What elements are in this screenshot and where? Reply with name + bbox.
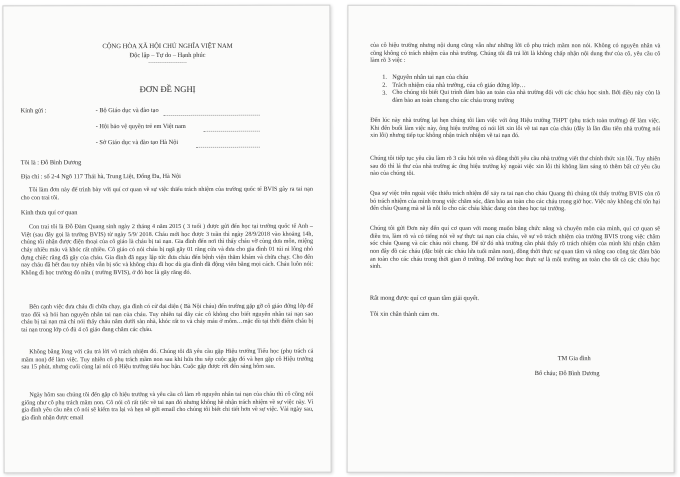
request-item-number: 2.: [382, 81, 388, 89]
closing-thanks: Tôi xin chân thành cảm ơn.: [369, 310, 439, 318]
header-divider: ---------------------: [148, 59, 187, 67]
paragraph-next-day: Ngày hôm sau chúng tôi đến gặp cô hiệu trưởng và yêu cầu cô làm rõ nguyên nhân tai nạn của cháu thì cô cũng nói giống như cô phụ trách mầm non. Cô nói cô rất tiếc về tai nạn đó nhưng không hề nhận trách nhiệm về sự việc này. Vì gia đình yêu cầu nên cô nói sẽ kiểm tra lại và hẹn sẽ gửi email cho chúng tôi biết chi tiết hơn về sự việc. Vài ngày sau, gia đình nhận được email: [21, 391, 314, 422]
closing-hope: Rất mong được quí cơ quan tâm giải quyết.: [369, 294, 480, 302]
document-page-right: [347, 5, 676, 474]
paragraph-official-letter: Chúng tôi tiếp tục yêu cầu làm rõ 3 câu hỏi trên và đồng thời yêu cầu nhà trường viết thư chính thức xin lỗi. Tuy nhiên sau đó thì lá thư của nhà trường ác ứng hiệu trưởng ký ngoài việc xin lỗi thì không làm sáng tỏ thêm bất cứ yêu cầu nào của chúng tôi.: [370, 155, 661, 178]
recipient-3-dotted-line: [196, 147, 260, 148]
national-motto: Độc lập – Tự do – Hạnh phúc: [129, 51, 206, 60]
paragraph-request: Chúng tôi gửi Đơn này đến quí cơ quan với mong muốn bằng chức năng và chuyên môn của mình, quí cơ quan sẽ điều tra, làm rõ và có tiếng nói về sự thực tai nạn của cháu, về sự vô trách nhiệm của trường BVIS trong việc chăm sóc cháu Quang và các cháu nói chung. Để từ đó nhà trường cần phải thấy rõ trách nhiệm của mình khi nhận chăm non đây đồ các cháu (đặc biệt các cháu lứa tuổi mầm non), đồng thời thực sự quan tâm và nâng cao công tác đảm bảo an toàn cho các cháu trong thời gian ở trường. Để trường học thực sự là môi trường an toàn cho tất cả các cháu học sinh.: [369, 225, 661, 271]
document-page-left: [2, 5, 331, 474]
sender-address: Địa chỉ : số 2-4 Ngõ 117 Thái hà, Trung Liệt, Đống Đa, Hà Nội: [20, 172, 181, 181]
recipient-1: - Bộ Giáo dục và đào tạo: [95, 107, 159, 115]
signature-on-behalf: TM Gia đình: [557, 355, 591, 363]
paragraph-principal-meeting: Không bằng lòng với câu trả lời vô trách nhiệm đó. Chúng tôi đã yêu cầu gặp Hiệu trưởng Tiểu học (phụ trách cả mầm non) để làm việc. Tuy nhiên cô phụ trách mầm non sau khi hứa thu xếp cuộc gặp đó và hẹn gặp cô Hiệu trưởng sau 15 phút, nhưng cuối cùng lại nói cô Hiệu trưởng tiểu học bận. Cuộc gặp được rời đến sáng hôm sau.: [21, 348, 314, 371]
intro-paragraph: Tôi làm đơn này để trình bày với quí cơ quan về sự việc thiếu trách nhiệm của trường quốc tế BVIS gây ra tai nạn cho con trai tôi.: [20, 186, 313, 202]
request-item-number: 1.: [382, 73, 388, 81]
request-item-1: Nguyên nhân tai nạn của cháu: [392, 73, 469, 81]
recipient-1-dotted-line: [164, 115, 260, 116]
recipient-2: - Hội bảo vệ quyền trẻ em Việt nam: [95, 122, 186, 131]
paragraph-conclusion: Qua sự việc trên ngoài việc thiếu trách nhiệm để xảy ra tai nạn cho cháu Quang thì chúng tôi thấy trường BVIS còn rõ bỏ trách nhiệm của mình trong việc chăm sóc, đảm bảo an toàn cho các cháu trong giờ học. Việc này không chỉ tổn hại đến cháu Quang mà sẽ là nỗi lo cho các cháu khác đang còn theo học tại trường.: [370, 190, 661, 213]
paragraph-family-visit: Bên cạnh việc đưa cháu đi chữa chạy, gia đình có cử đại diện ( Bà Nội cháu) đến trường gặp gỡ cô giáo đứng lớp để trao đổi và hỏi han nguyên nhân tai nạn của cháu. Tuy nhiên tại đây các cô không cho biết nguyên nhân tai nạn sao cháu bị tai nạn mà chỉ nói thấy cháu nằm dưới sàn nhà, khóc rất to và chảy máu ở môm…mặc dù tại thời điểm cháu bị tai nạn trong lớp có đủ 4 cô giáo đang chăm các cháu.: [21, 303, 314, 334]
request-item-3: Cho chúng tôi biết Qui trình đảm bảo an toàn của nhà trường đối với các cháu học sinh. Bởi điều này còn là đảm bảo an toàn chung cho các cháu trong trường: [392, 89, 661, 104]
sender-name: Tôi là : Đỗ Bình Dương: [20, 159, 82, 167]
document-title: ĐƠN ĐỀ NGHỊ: [139, 83, 196, 95]
signature-name: Bố cháu; Đỗ Bình Dương: [534, 370, 600, 378]
national-header: CỘNG HÒA XÃ HỘI CHỦ NGHĨA VIỆT NAM: [102, 42, 233, 51]
paragraph-email-reply: của cô hiệu trưởng nhưng nội dung cũng vẫn như những lời cô phụ trách mầm non nói. Không có nguyên nhân và cũng không có trách nhiệm của nhà trường. Chúng tôi đã trả lời là không chấp nhận nội dung thư của cô, yêu cầu cô làm rõ 3 việc :: [370, 42, 661, 65]
kinh-gui-label: Kính gửi :: [20, 107, 47, 115]
paragraph-incident: Con trai tôi là Đỗ Đàm Quang sinh ngày 2 tháng 4 năm 2015 ( 3 tuổi ) được gửi đến học tại trường quốc tế Anh – Việt (sau đây gọi là trường BVIS) từ ngày 5/9/ 2018. Cháu mới học được 3 tuần thì ngày 28/9/2018 vào khoảng 14h, chúng tôi nhận được điện thoại của cô giáo là cháu bị tai nạn. Gia đình đến nơi thì thấy cháu vỡ cùng dưa môn, miệng chảy nhiều máu và khóc rất nhiều. Cô giáo có nói cháu bị ngã gãy 01 răng cửa và đưa cho gia đình 01 túi ni lông nhỏ đựng chiếc răng đã gãy của cháu. Gia đình đã ngay lập tức đưa cháu đến bệnh viện thăm khám và chữa chạy. Cho đến nay cháu đã hết đau tuy nhiên vẫn bị sốc và không chịu đi học dù gia đình đã động viên bằng mọi cách. Cháu luôn nói: Không đi học trường đó nữa ( trường BVIS), ở đó học là gãy răng đó.: [20, 223, 314, 277]
recipient-3: - Sở Giáo dục và đào tạo Hà Nội: [95, 138, 179, 147]
greeting: Kính thưa quí cơ quan: [20, 209, 78, 217]
request-item-2: Trách nhiệm của nhà trường, của cô giáo đứng lớp…: [392, 81, 526, 90]
request-item-number: 3.: [382, 89, 387, 97]
recipient-2-dotted-line: [204, 131, 260, 132]
paragraph-high-school-principal: Đến lúc này nhà trường lại hẹn chúng tôi làm việc với ông Hiệu trưởng THPT (phụ trách toàn trường) để làm việc. Khi đến buổi làm việc này, ông hiệu trưởng có nói lời xin lỗi về tai nạn của cháu (đây là lần đầu tiên nhà trường nói xin lỗi) nhưng tiếp tục không nhận trách nhiệm về tai nạn đó.: [370, 117, 661, 140]
